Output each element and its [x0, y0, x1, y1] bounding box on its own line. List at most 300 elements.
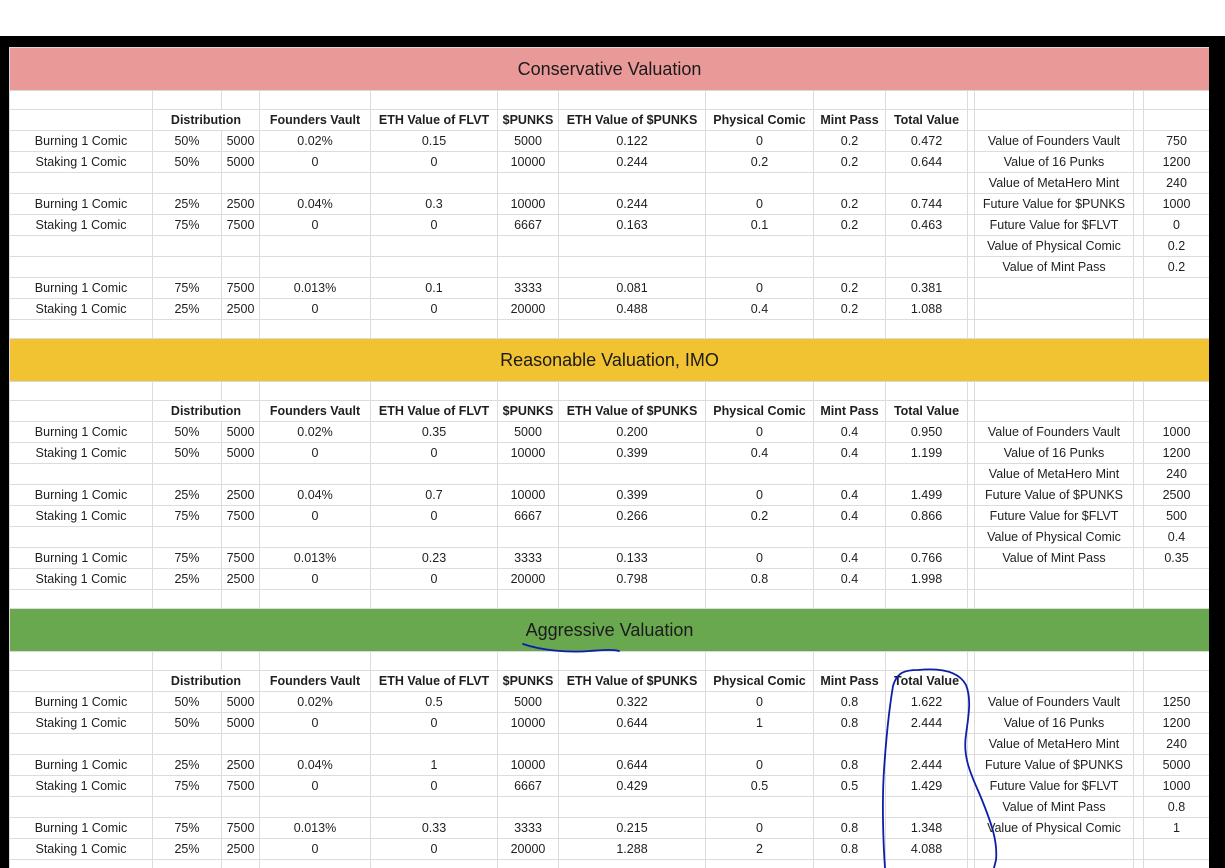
table-cell: 0.4 [814, 569, 886, 590]
table-cell: 2500 [222, 839, 260, 860]
table-cell: 0 [260, 506, 371, 527]
table-cell: 50% [153, 443, 222, 464]
empty-cell [814, 91, 886, 110]
column-header: Total Value [886, 671, 968, 692]
table-cell: 2500 [1144, 485, 1210, 506]
column-header [1134, 401, 1144, 422]
table-cell: 1.622 [886, 692, 968, 713]
table-cell: Value of Physical Comic [975, 818, 1134, 839]
table-cell: 0.4 [814, 443, 886, 464]
table-cell: 0.200 [559, 422, 706, 443]
table-cell [1134, 797, 1144, 818]
empty-cell [886, 860, 968, 868]
empty-cell [706, 652, 814, 671]
table-cell [260, 734, 371, 755]
table-cell: Staking 1 Comic [10, 776, 153, 797]
table-cell: Staking 1 Comic [10, 152, 153, 173]
column-header: ETH Value of FLVT [371, 671, 498, 692]
table-cell: 10000 [498, 443, 559, 464]
table-cell: 0.1 [706, 215, 814, 236]
table-cell [1134, 569, 1144, 590]
table-row [10, 236, 1210, 257]
table-cell: Value of 16 Punks [975, 443, 1134, 464]
table-cell: 0 [260, 776, 371, 797]
table-row [10, 692, 1210, 713]
table-cell: 1000 [1144, 422, 1210, 443]
table-cell: 1.499 [886, 485, 968, 506]
table-cell: 3333 [498, 818, 559, 839]
table-cell: Value of Mint Pass [975, 797, 1134, 818]
column-header [1134, 671, 1144, 692]
blank-row [10, 652, 1210, 671]
table-cell: 5000 [1144, 755, 1210, 776]
column-header: Physical Comic [706, 110, 814, 131]
column-header: $PUNKS [498, 671, 559, 692]
empty-cell [1144, 652, 1210, 671]
table-cell: 0.2 [814, 278, 886, 299]
table-cell: 0.122 [559, 131, 706, 152]
spreadsheet [9, 47, 1209, 868]
column-header [10, 110, 153, 131]
table-cell: 0.8 [814, 818, 886, 839]
table-cell [1134, 131, 1144, 152]
table-cell: 0.8 [814, 713, 886, 734]
table-cell: Value of Founders Vault [975, 692, 1134, 713]
table-cell [1134, 443, 1144, 464]
table-cell [1134, 755, 1144, 776]
table-cell [1134, 173, 1144, 194]
column-header: Distribution [153, 401, 260, 422]
table-cell: 0.2 [814, 194, 886, 215]
table-cell: 750 [1144, 131, 1210, 152]
table-cell: 0.5 [814, 776, 886, 797]
blank-row [10, 590, 1210, 609]
table-cell: 0 [260, 839, 371, 860]
table-cell: 1200 [1144, 713, 1210, 734]
column-header: Distribution [153, 110, 260, 131]
table-row [10, 443, 1210, 464]
table-cell: 10000 [498, 713, 559, 734]
table-cell: 0.866 [886, 506, 968, 527]
empty-cell [10, 382, 153, 401]
table-cell [706, 257, 814, 278]
empty-cell [706, 382, 814, 401]
table-cell [1134, 734, 1144, 755]
table-cell: Value of Mint Pass [975, 257, 1134, 278]
table-cell: 0 [371, 569, 498, 590]
table-cell: 10000 [498, 194, 559, 215]
empty-cell [498, 91, 559, 110]
conservative-valuation-title-band [10, 48, 1210, 91]
table-cell [975, 278, 1134, 299]
table-cell [10, 734, 153, 755]
table-cell [153, 236, 222, 257]
table-cell: 240 [1144, 173, 1210, 194]
table-cell [975, 569, 1134, 590]
aggressive-valuation-header-row [10, 671, 1210, 692]
empty-cell [975, 671, 1134, 692]
empty-cell [371, 320, 498, 339]
table-cell: 0.35 [371, 422, 498, 443]
empty-cell [814, 382, 886, 401]
empty-cell [260, 860, 371, 868]
table-cell [1134, 527, 1144, 548]
table-cell: 0 [706, 692, 814, 713]
table-cell: 0.4 [706, 299, 814, 320]
empty-cell [559, 320, 706, 339]
table-cell: 0 [706, 755, 814, 776]
blank-row [10, 382, 1210, 401]
table-cell: 0.429 [559, 776, 706, 797]
table-row [10, 527, 1210, 548]
table-cell: 1000 [1144, 194, 1210, 215]
table-cell [968, 818, 975, 839]
empty-cell [886, 652, 968, 671]
table-cell: 6667 [498, 506, 559, 527]
table-cell: 1000 [1144, 776, 1210, 797]
table-row [10, 278, 1210, 299]
table-cell: 0.2 [1144, 236, 1210, 257]
table-row [10, 506, 1210, 527]
table-cell: 20000 [498, 299, 559, 320]
table-cell: 0.04% [260, 485, 371, 506]
table-cell: 4.088 [886, 839, 968, 860]
column-header: Mint Pass [814, 110, 886, 131]
empty-cell [153, 590, 222, 609]
valuation-grid [9, 47, 1209, 868]
table-cell: 0.8 [814, 755, 886, 776]
table-cell [968, 692, 975, 713]
table-cell: 1250 [1144, 692, 1210, 713]
table-cell [814, 236, 886, 257]
table-cell: 7500 [222, 818, 260, 839]
table-cell: 75% [153, 506, 222, 527]
table-cell [10, 173, 153, 194]
table-row [10, 173, 1210, 194]
table-row [10, 152, 1210, 173]
table-cell: 1.288 [559, 839, 706, 860]
empty-cell [1144, 860, 1210, 868]
column-header: Mint Pass [814, 401, 886, 422]
table-cell: 0.744 [886, 194, 968, 215]
table-cell: 0.2 [814, 215, 886, 236]
table-cell: 50% [153, 713, 222, 734]
table-cell [1134, 506, 1144, 527]
table-cell [260, 464, 371, 485]
table-cell: 0 [371, 839, 498, 860]
table-cell [968, 422, 975, 443]
empty-cell [153, 320, 222, 339]
table-cell [1134, 485, 1144, 506]
table-cell [260, 527, 371, 548]
empty-cell [559, 590, 706, 609]
empty-cell [975, 382, 1134, 401]
empty-cell [222, 860, 260, 868]
empty-cell [153, 860, 222, 868]
empty-cell [153, 382, 222, 401]
table-cell [968, 236, 975, 257]
table-cell [559, 734, 706, 755]
table-cell: 0 [260, 152, 371, 173]
table-cell: 0.04% [260, 755, 371, 776]
table-cell [498, 527, 559, 548]
table-cell [371, 527, 498, 548]
empty-cell [260, 320, 371, 339]
table-cell: 25% [153, 839, 222, 860]
table-cell: 2.444 [886, 713, 968, 734]
table-cell [1144, 278, 1210, 299]
empty-cell [968, 652, 975, 671]
empty-cell [886, 320, 968, 339]
section-title: Aggressive Valuation [10, 609, 1210, 652]
table-cell: 2500 [222, 194, 260, 215]
table-cell: 0.215 [559, 818, 706, 839]
table-cell: Value of MetaHero Mint [975, 734, 1134, 755]
table-cell: Staking 1 Comic [10, 215, 153, 236]
table-cell: 7500 [222, 548, 260, 569]
table-cell: 0.322 [559, 692, 706, 713]
empty-cell [814, 652, 886, 671]
column-header: Total Value [886, 110, 968, 131]
table-cell [975, 299, 1134, 320]
table-cell [975, 839, 1134, 860]
table-cell [10, 257, 153, 278]
empty-cell [975, 860, 1134, 868]
table-cell: Staking 1 Comic [10, 569, 153, 590]
table-cell: 7500 [222, 278, 260, 299]
table-cell: 6667 [498, 776, 559, 797]
table-cell [968, 506, 975, 527]
table-cell [498, 464, 559, 485]
table-cell [498, 734, 559, 755]
table-cell: 5000 [222, 131, 260, 152]
empty-cell [886, 590, 968, 609]
table-cell [1134, 548, 1144, 569]
table-cell: Future Value of $PUNKS [975, 485, 1134, 506]
table-cell: 50% [153, 692, 222, 713]
table-cell [968, 713, 975, 734]
table-cell [814, 257, 886, 278]
table-cell: 75% [153, 818, 222, 839]
table-row [10, 131, 1210, 152]
table-cell: 7500 [222, 215, 260, 236]
column-header: $PUNKS [498, 401, 559, 422]
table-cell [968, 173, 975, 194]
empty-cell [975, 652, 1134, 671]
table-cell: 0.02% [260, 131, 371, 152]
table-cell [1134, 152, 1144, 173]
table-cell: 0.5 [706, 776, 814, 797]
table-cell: 1.199 [886, 443, 968, 464]
table-cell [10, 527, 153, 548]
table-cell: 0 [371, 713, 498, 734]
table-cell: Value of Mint Pass [975, 548, 1134, 569]
aggressive-valuation-title-band [10, 609, 1210, 652]
table-cell: 0.399 [559, 485, 706, 506]
table-cell: 0 [371, 215, 498, 236]
table-cell: 5000 [498, 422, 559, 443]
table-cell [559, 797, 706, 818]
table-cell: Burning 1 Comic [10, 194, 153, 215]
table-cell [153, 734, 222, 755]
table-cell: 0.8 [814, 839, 886, 860]
empty-cell [968, 91, 975, 110]
empty-cell [498, 860, 559, 868]
table-cell: 0.04% [260, 194, 371, 215]
table-cell [498, 173, 559, 194]
table-cell [498, 257, 559, 278]
empty-cell [498, 590, 559, 609]
empty-cell [1134, 91, 1144, 110]
table-cell: 25% [153, 755, 222, 776]
table-cell [222, 173, 260, 194]
table-cell: Value of 16 Punks [975, 152, 1134, 173]
empty-cell [968, 590, 975, 609]
table-cell: 10000 [498, 485, 559, 506]
table-cell [968, 299, 975, 320]
column-header [968, 110, 975, 131]
table-cell [886, 236, 968, 257]
table-cell: 1 [706, 713, 814, 734]
table-cell [1134, 818, 1144, 839]
table-row [10, 485, 1210, 506]
empty-cell [1144, 320, 1210, 339]
table-cell [968, 548, 975, 569]
table-cell: 25% [153, 569, 222, 590]
table-cell [260, 797, 371, 818]
table-cell [968, 797, 975, 818]
table-cell [559, 527, 706, 548]
table-row [10, 257, 1210, 278]
table-cell [814, 797, 886, 818]
table-cell [1134, 299, 1144, 320]
empty-cell [968, 320, 975, 339]
table-cell: 1.429 [886, 776, 968, 797]
table-cell [1134, 257, 1144, 278]
table-cell: 240 [1144, 734, 1210, 755]
table-cell: Future Value for $FLVT [975, 776, 1134, 797]
table-cell: 0.766 [886, 548, 968, 569]
table-cell: 2.444 [886, 755, 968, 776]
table-cell: 1.088 [886, 299, 968, 320]
table-cell [968, 776, 975, 797]
empty-cell [559, 382, 706, 401]
table-cell [968, 194, 975, 215]
empty-cell [559, 91, 706, 110]
empty-cell [498, 652, 559, 671]
empty-cell [975, 320, 1134, 339]
table-row [10, 464, 1210, 485]
empty-cell [1144, 91, 1210, 110]
table-cell [153, 464, 222, 485]
table-cell: 0.8 [814, 692, 886, 713]
column-header: Founders Vault [260, 671, 371, 692]
table-cell: 0.644 [559, 713, 706, 734]
column-header: ETH Value of $PUNKS [559, 671, 706, 692]
empty-cell [260, 590, 371, 609]
column-header: ETH Value of FLVT [371, 401, 498, 422]
table-cell: 20000 [498, 839, 559, 860]
table-cell [814, 734, 886, 755]
table-cell: 0.488 [559, 299, 706, 320]
table-cell [260, 257, 371, 278]
table-cell [968, 839, 975, 860]
section-title: Reasonable Valuation, IMO [10, 339, 1210, 382]
column-header: Physical Comic [706, 401, 814, 422]
table-cell: Value of Founders Vault [975, 131, 1134, 152]
empty-cell [1144, 401, 1210, 422]
table-cell [814, 173, 886, 194]
table-cell [968, 278, 975, 299]
table-cell: 5000 [222, 152, 260, 173]
empty-cell [153, 652, 222, 671]
table-cell: 0 [706, 485, 814, 506]
table-cell [10, 464, 153, 485]
table-cell: 0.8 [706, 569, 814, 590]
table-cell [498, 236, 559, 257]
table-cell [968, 485, 975, 506]
table-cell [814, 464, 886, 485]
table-cell [1144, 839, 1210, 860]
table-cell: 0 [706, 131, 814, 152]
column-header: $PUNKS [498, 110, 559, 131]
table-row [10, 194, 1210, 215]
table-cell [153, 797, 222, 818]
empty-cell [975, 110, 1134, 131]
table-cell [1134, 692, 1144, 713]
table-row [10, 734, 1210, 755]
table-cell: 10000 [498, 152, 559, 173]
table-cell: 0.798 [559, 569, 706, 590]
table-cell [886, 173, 968, 194]
column-header: Mint Pass [814, 671, 886, 692]
blank-row [10, 320, 1210, 339]
table-cell: 2500 [222, 569, 260, 590]
table-cell: 0 [260, 299, 371, 320]
column-header: Founders Vault [260, 110, 371, 131]
table-row [10, 839, 1210, 860]
table-cell [222, 464, 260, 485]
table-cell [814, 527, 886, 548]
table-cell [968, 215, 975, 236]
empty-cell [371, 652, 498, 671]
empty-cell [222, 91, 260, 110]
empty-cell [10, 320, 153, 339]
empty-cell [260, 382, 371, 401]
empty-cell [498, 382, 559, 401]
table-cell: Burning 1 Comic [10, 548, 153, 569]
table-cell: 0 [371, 299, 498, 320]
empty-cell [975, 401, 1134, 422]
empty-cell [1144, 671, 1210, 692]
table-cell [559, 257, 706, 278]
table-cell: 5000 [222, 692, 260, 713]
table-cell [706, 464, 814, 485]
empty-cell [968, 382, 975, 401]
table-cell: 0.2 [706, 506, 814, 527]
blank-row [10, 91, 1210, 110]
column-header [1134, 110, 1144, 131]
table-cell [968, 443, 975, 464]
table-cell: 0.950 [886, 422, 968, 443]
table-cell: 0.013% [260, 278, 371, 299]
table-cell: 0.7 [371, 485, 498, 506]
table-cell [371, 464, 498, 485]
table-cell [559, 173, 706, 194]
table-cell [968, 131, 975, 152]
table-cell [968, 152, 975, 173]
table-cell [260, 236, 371, 257]
